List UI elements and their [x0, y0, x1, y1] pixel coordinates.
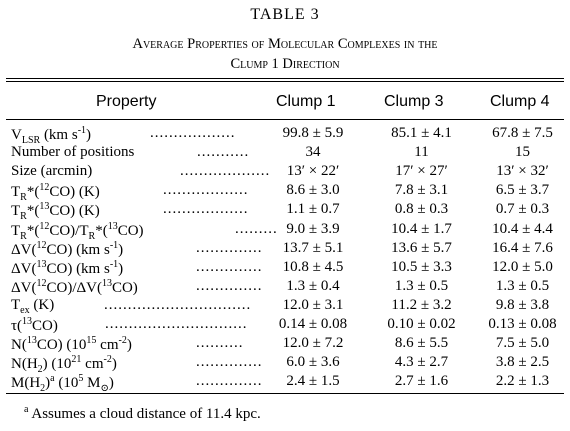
cell-clump4: 67.8 ± 7.5 [492, 125, 553, 141]
cell-clump1: 13.7 ± 5.1 [282, 239, 344, 256]
cell-clump4: 9.8 ± 3.8 [495, 296, 550, 313]
row-property: $V_{LSR}$ (km $s^{-1}$) [11, 125, 92, 146]
cell-clump3: 2.7 ± 1.6 [394, 373, 449, 390]
cell-clump1: 12.0 ± 3.1 [282, 296, 344, 313]
row-property: ΔV($^{12}$CO) (km $s^{-1}$) [11, 239, 124, 258]
footnote [24, 404, 261, 423]
header-clump3: Clump 3 [384, 93, 444, 110]
cell-clump3: 85.1 ± 4.1 [391, 125, 452, 141]
table-row [0, 163, 570, 182]
table-row [0, 240, 570, 259]
row-leader-dots: .............. [196, 277, 263, 294]
row-leader-dots: .............................. [105, 316, 248, 332]
row-property: $T_R*(^{12}CO)$ (K) [11, 182, 100, 204]
bottom-rule [6, 393, 564, 394]
cell-clump4: 16.4 ± 7.6 [492, 239, 553, 256]
cell-clump4: 10.4 ± 4.4 [492, 220, 553, 237]
cell-clump4: 2.2 ± 1.3 [495, 373, 550, 390]
table-row [0, 373, 570, 395]
cell-clump3: 8.6 ± 5.5 [394, 335, 449, 352]
cell-clump1: 1.1 ± 0.7 [286, 201, 340, 218]
cell-clump4: 3.8 ± 2.5 [495, 354, 550, 371]
row-leader-dots: ........... [197, 144, 250, 161]
row-leader-dots: .................. [150, 125, 236, 141]
footnote-text: Assumes a cloud distance of 11.4 kpc. [31, 406, 261, 422]
cell-clump1: 34 [305, 144, 321, 161]
row-leader-dots: ......... [235, 220, 278, 237]
cell-clump4: 7.5 ± 5.0 [495, 335, 550, 352]
row-leader-dots: .............. [196, 258, 263, 275]
header-rule [6, 119, 564, 120]
header-clump1: Clump 1 [276, 93, 336, 110]
row-property: $M(H_2)^a$ ($10^5$ $M_⊙$) [11, 373, 114, 395]
row-property: $T_R*(^{13}CO)$ (K) [11, 201, 100, 223]
row-property: N($^{13}$CO) ($10^{15}$ $cm^{-2}$) [11, 335, 132, 354]
row-property: $N(H_2)$ ($10^{21}$ $cm^{-2}$) [11, 354, 117, 376]
row-leader-dots: .................. [163, 201, 249, 218]
table-row [0, 335, 570, 354]
cell-clump1: 12.0 ± 7.2 [282, 335, 344, 352]
table-row [0, 182, 570, 204]
table-label: TABLE 3 [250, 6, 320, 23]
footnote-mark: a [24, 404, 29, 415]
row-property: τ($^{13}$CO) [11, 316, 58, 334]
table-row [0, 297, 570, 316]
cell-clump4: 0.7 ± 0.3 [495, 201, 550, 218]
caption-line-2: Clump 1 Direction [230, 56, 340, 72]
table-row [0, 201, 570, 223]
cell-clump1: 1.3 ± 0.4 [286, 277, 340, 294]
table-row [0, 144, 570, 163]
table-row [0, 354, 570, 376]
table-caption [0, 34, 570, 74]
cell-clump3: 0.10 ± 0.02 [387, 316, 456, 332]
row-property: Number of positions [11, 144, 135, 161]
cell-clump1: 10.8 ± 4.5 [282, 258, 344, 275]
row-leader-dots: ............................... [104, 296, 252, 313]
row-property: ΔV($^{12}$CO)/ΔV($^{13}$CO) [11, 277, 138, 296]
cell-clump3: 4.3 ± 2.7 [394, 354, 449, 371]
cell-clump4: 1.3 ± 0.5 [495, 277, 550, 294]
row-leader-dots: ................... [180, 163, 271, 180]
table-row [0, 278, 570, 297]
cell-clump3: 10.5 ± 3.3 [391, 258, 452, 275]
cell-clump4: 0.13 ± 0.08 [488, 316, 557, 332]
cell-clump3: 10.4 ± 1.7 [391, 220, 452, 237]
row-leader-dots: .................. [163, 182, 249, 199]
cell-clump3: 7.8 ± 3.1 [394, 182, 449, 199]
top-rule-1 [6, 78, 564, 79]
table-row [0, 221, 570, 240]
cell-clump4: 13′ × 32′ [496, 163, 549, 180]
table-row [0, 316, 570, 335]
cell-clump3: 17′ × 27′ [395, 163, 448, 180]
row-property: ΔV($^{13}$CO) (km $s^{-1}$) [11, 258, 124, 277]
cell-clump3: 0.8 ± 0.3 [394, 201, 449, 218]
row-property: Size (arcmin) [11, 163, 93, 180]
top-rule-2 [6, 81, 564, 82]
cell-clump1: 99.8 ± 5.9 [282, 125, 344, 141]
cell-clump1: 6.0 ± 3.6 [286, 354, 340, 371]
table-row [0, 259, 570, 278]
cell-clump3: 1.3 ± 0.5 [394, 277, 449, 294]
row-leader-dots: .............. [196, 239, 263, 256]
cell-clump4: 6.5 ± 3.7 [495, 182, 550, 199]
cell-clump3: 11.2 ± 3.2 [391, 296, 452, 313]
cell-clump1: 13′ × 22′ [286, 163, 340, 180]
header-property: Property [96, 93, 157, 110]
row-leader-dots: .............. [196, 354, 263, 371]
row-leader-dots: .......... [196, 335, 244, 352]
cell-clump3: 11 [414, 144, 429, 161]
cell-clump4: 15 [515, 144, 530, 161]
cell-clump1: 9.0 ± 3.9 [286, 220, 340, 237]
cell-clump3: 13.6 ± 5.7 [391, 239, 452, 256]
cell-clump1: 0.14 ± 0.08 [278, 316, 348, 332]
cell-clump1: 8.6 ± 3.0 [286, 182, 340, 199]
caption-line-1: Average Properties of Molecular Complexes in the [132, 36, 438, 52]
row-leader-dots: .............. [196, 373, 263, 390]
cell-clump4: 12.0 ± 5.0 [492, 258, 553, 275]
row-property: $T_{ex}$ (K) [11, 296, 55, 316]
header-clump4: Clump 4 [490, 93, 550, 110]
cell-clump1: 2.4 ± 1.5 [286, 373, 340, 390]
row-property: $T_R*(^{12}CO)/T_R*(^{13}CO)$ [11, 220, 144, 242]
table-row [0, 125, 570, 144]
